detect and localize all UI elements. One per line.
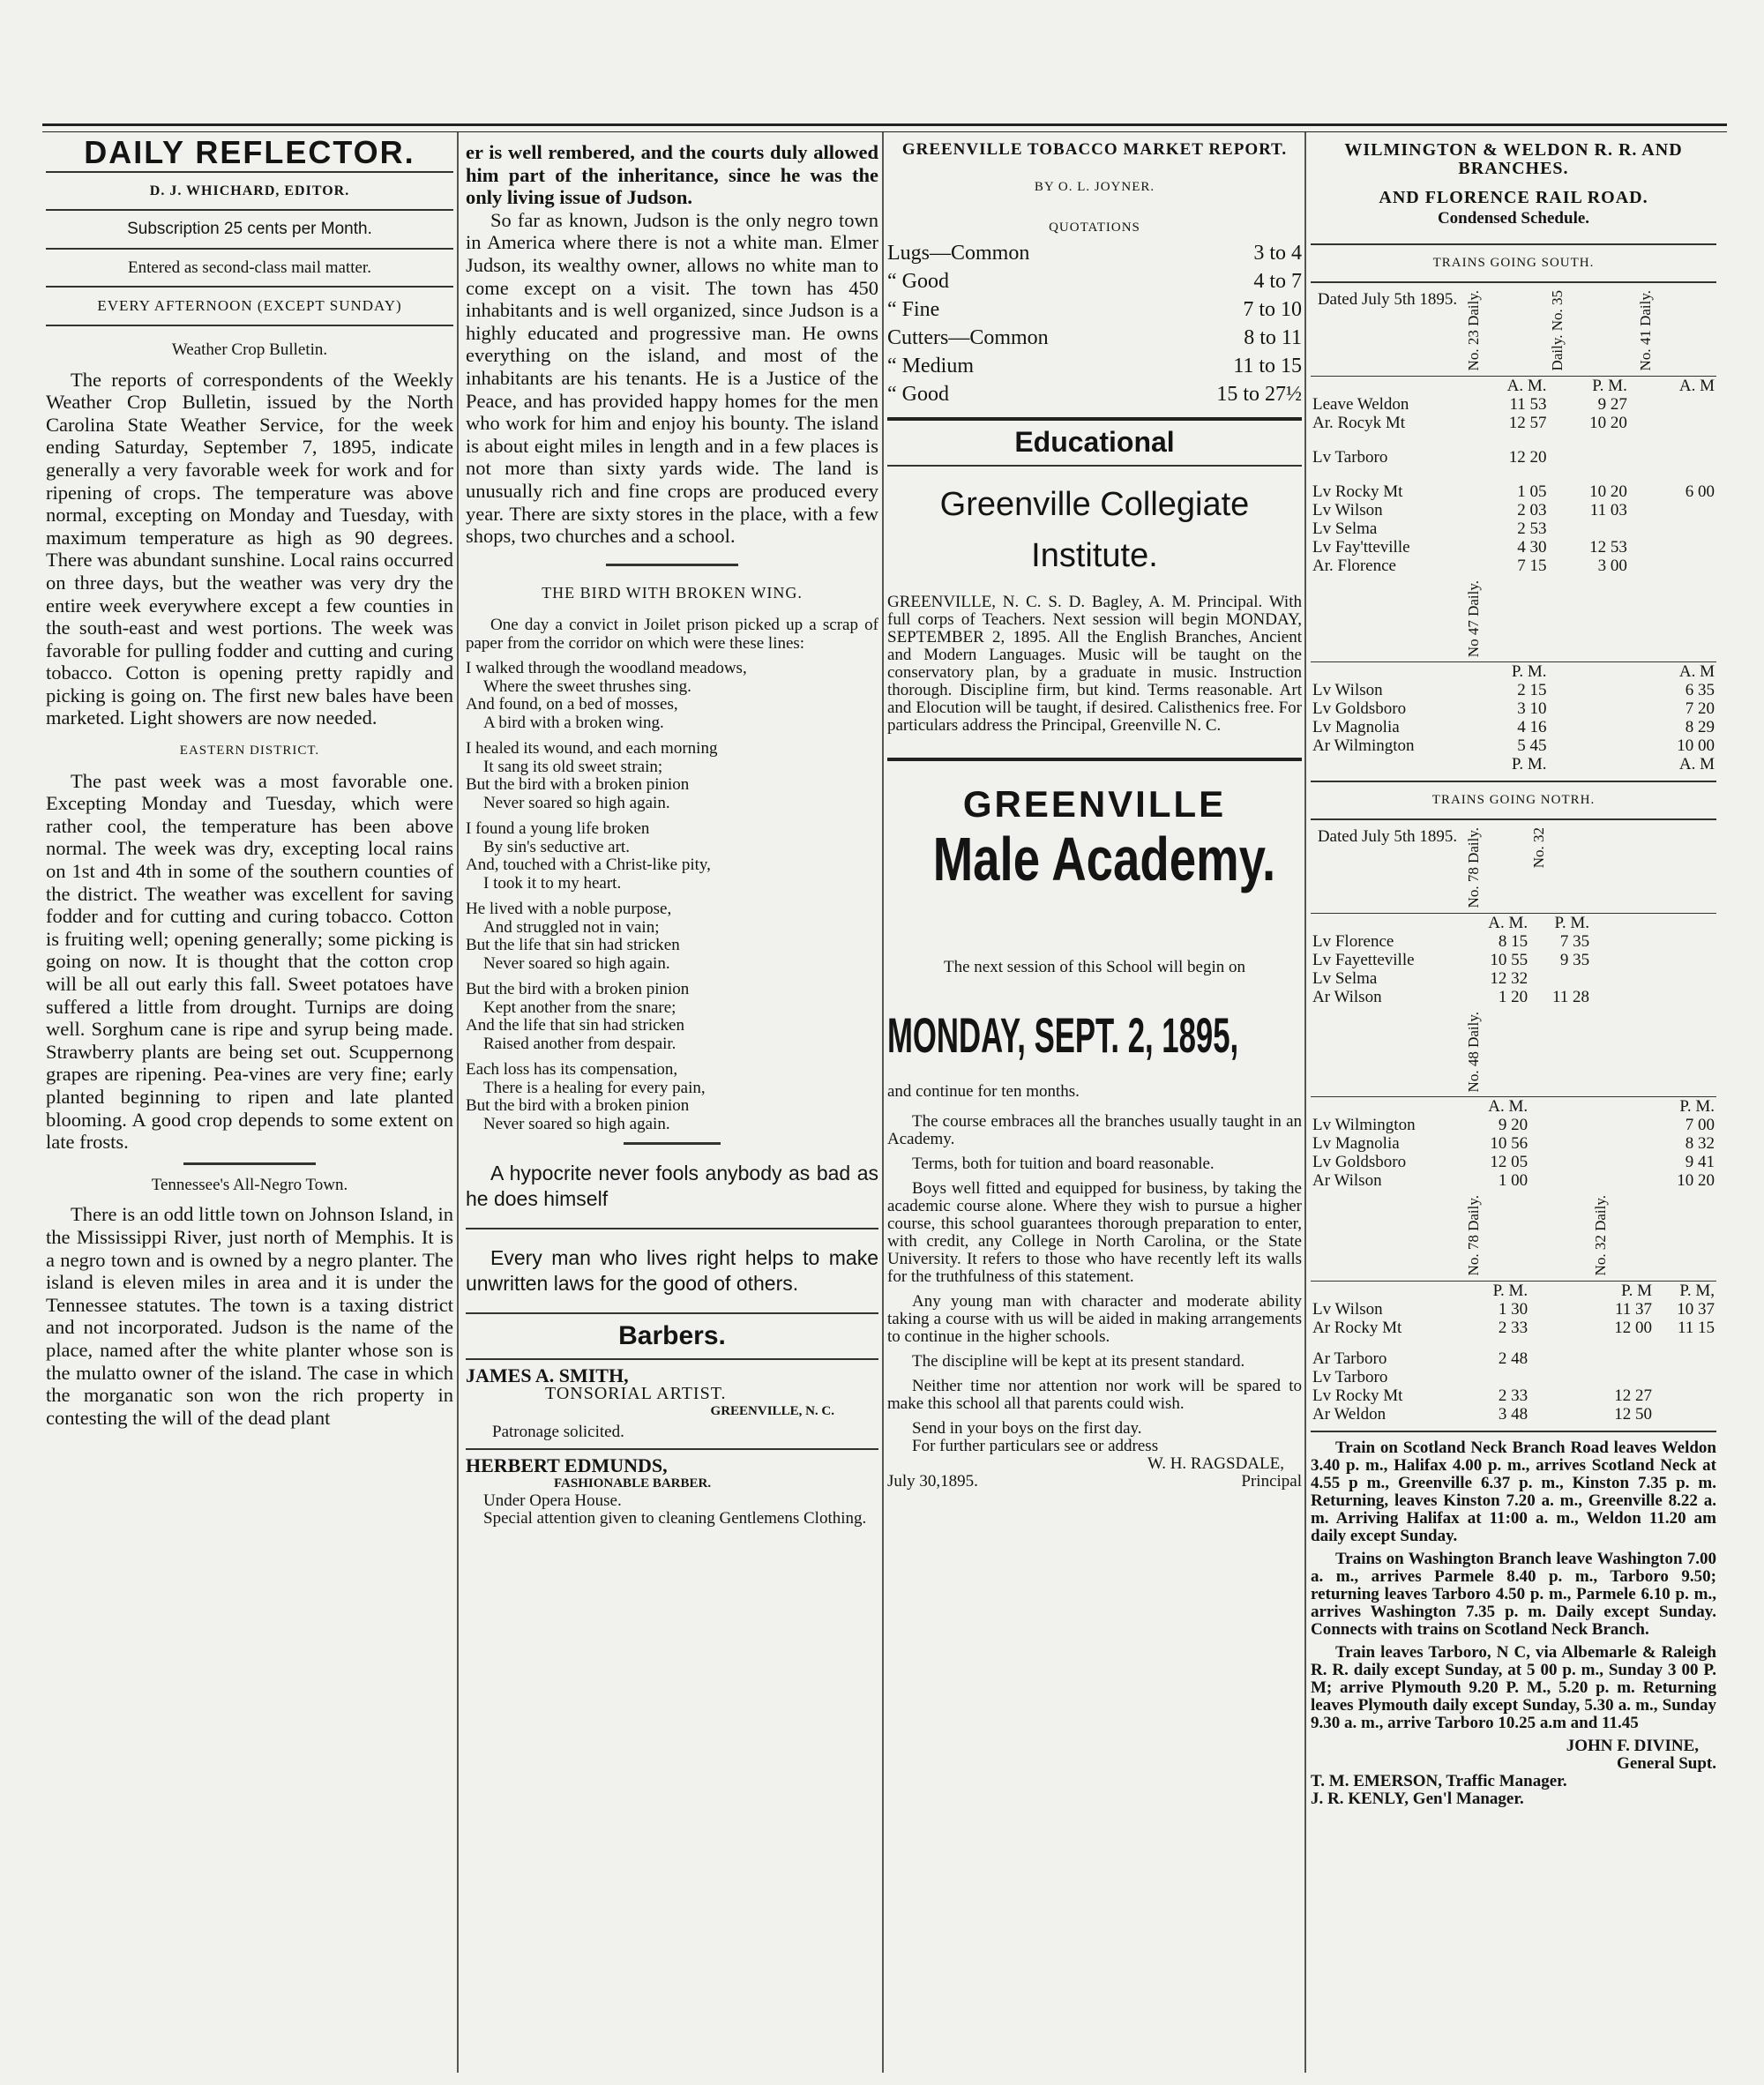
table-row: P. M. A. M [1511,661,1715,681]
weather-body: The reports of correspondents of the Weekly Weather Crop Bulletin, issued by the North Carolina State Weather Service, for the week ending Saturday, September 7, 1895, indicate generally a very favorable week for work and for ripening of crops. The temperature was above normal, excepting on Monday and Tuesday, with maximum temperature as high as 90 degrees. There was abundant sunshine. Local rains occurred on three days, but the weather was very dry the entire week everywhere except a few counties in the south-east and west portions. The week was favorable for pulling fodder and cutting and curing tobacco. Cotton is opening pretty rapidly and picking is going on. The first new bales have been marketed. Light showers are now needed. [46,368,453,729]
table-row: Lv Goldsboro 3 10 7 20 [1312,699,1715,718]
column-3 [887,141,1302,1491]
table-row: A. M. P. M. A. M [1506,376,1715,395]
academy-p3: Boys well fitted and equipped for business, by taking the academic course alone. Where they wish to pursue a higher course, this school guarantees thorough preparation to enter, with credit, any College in North Carolina, or the State University. It refers to those who have recently left its walls for the truthfulness of this statement. [887,1179,1302,1287]
tobacco-heading: GREENVILLE TOBACCO MARKET REPORT. [901,140,1288,159]
table-row: Lv Fay'tteville 4 30 12 53 [1312,537,1627,557]
railroad-sig-1-name: JOHN F. DIVINE, [1566,1736,1699,1755]
academy-word-2: Male Academy. [932,825,1276,894]
table-row: Lv Goldsboro 12 05 9 41 [1312,1153,1715,1172]
column-4 [1311,141,1716,1808]
academy-p2: Terms, both for tuition and board reasonable. [912,1155,1215,1174]
academy-signature: W. H. RAGSDALE, July 30,1895. Principal [887,1454,1302,1491]
academy-p5: The discipline will be kept at its present standard. [912,1352,1245,1371]
quotations-label: QUOTATIONS [1049,220,1140,235]
barber-edmunds: HERBERT EDMUNDS, FASHIONABLE BARBER. Under Opera House. Special attention given to cleaning Gentlemens Clothing. [466,1454,867,1528]
table-row: Lv Florence 8 15 7 35 [1312,931,1590,951]
masthead-editor: D. J. WHICHARD, EDITOR. [149,183,350,198]
table-row: Ar Rocky Mt 2 33 12 00 11 15 [1312,1318,1715,1337]
district-body: The past week was a most favorable one. Excepting Monday and Tuesday, which were rather cool, the temperature has been above normal. The week was dry, excepting local rains on 1st and 4th in some of the southern counties of the district. The weather was excellent for saving fodder and for cutting and curing tobacco. Cotton is fruiting well; opening generally; some picking is going on now. It is thought that the cotton crop will be all out early this fall. Sweet potatoes have suffered a little from drought. Turnips are doing well. Sorghum cane is ripe and syrup being made. Strawberry plants are being set out. Scuppernong grapes are ripening. Pea-vines are very fine; early planted beginning to ripen and late planted blooming. A good crop depends to some extent on late frosts. [46,769,453,1154]
railroad-note-1: Train on Scotland Neck Branch Road leaves Weldon 3.40 p. m., Halifax 4.00 p. m., arrives Scotland Neck at 4.55 p m., Greenville 6.37 p. m., Kinston 7.35 p. m. Returning, leaves Kinston 7.20 a. m., Greenville 8.22 a. m. Arriving Halifax at 11:00 a. m., Weldon 11.20 am daily except Sunday. [1311,1438,1716,1545]
table-row: Lv Magnolia 4 16 8 29 [1312,717,1715,736]
table-row: Ar Wilson 1 20 11 28 [1312,987,1590,1006]
table-row: A. M. P. M. [1488,913,1590,932]
south-heading: TRAINS GOING SOUTH. [1432,255,1595,270]
table-row: Lv Selma 12 32 [1312,968,1529,988]
column-rule [457,132,459,2073]
table-row: Lv Tarboro 12 20 [1312,447,1547,467]
column-rule [882,132,884,2073]
academy-word-1: GREENVILLE [962,782,1227,825]
barber-smith: JAMES A. SMITH, TONSORIAL ARTIST. GREENVILLE, N. C. Patronage solicited. [466,1364,834,1441]
table-row: Ar. Rocyk Mt 12 57 10 20 [1312,413,1627,432]
table-row: “ Fine 7 to 10 [887,298,1302,322]
table-row: Lv Wilson 2 15 6 35 [1312,680,1715,699]
table-row: P. M. A. M [1511,754,1715,773]
barbers-heading: Barbers. [618,1321,726,1351]
table-row: Lv Rocky Mt 2 33 12 27 [1312,1386,1653,1405]
railroad-sig-2: T. M. EMERSON, Traffic Manager. [1311,1771,1567,1790]
table-row: Lv Wilson 1 30 11 37 10 37 [1312,1299,1715,1319]
table-row: Lv Tarboro [1312,1367,1388,1386]
table-row: Ar Wilson 1 00 10 20 [1312,1171,1715,1191]
masthead-entered: Entered as second-class mail matter. [128,258,371,277]
masthead-schedule: EVERY AFTERNOON (EXCEPT SUNDAY) [97,297,402,315]
poem-heading: THE BIRD WITH BROKEN WING. [542,583,803,602]
academy-next-session: The next session of this School will begin on [944,958,1245,977]
educational-heading: Educational [1014,426,1175,459]
north-schedule: Dated July 5th 1895. No. 78 Daily. No. 32 A. M. P. M. Lv Florence 8 15 7 35 Lv Fayetteville 10 55 9 35 Lv Selma 12 32 Ar Wilson 1 20 11 28 No. 48 Daily. A. M. P. M. Lv Wilmington 9 20 7 00 Lv Magnolia 10 56 8 32 Lv Goldsboro 12 05 9 41 Ar Wilson 1 00 10 20 No. 78 Daily. No. 32 Daily. P. M. P. M P. M, Lv Wilson 1 30 11 37 10 37 Ar Rocky Mt 2 33 12 00 11 15 Ar Tarboro 2 48 Lv Tarboro Lv Rocky Mt 2 33 12 27 Ar Weldon 3 48 12 50 [1312,827,1715,1424]
table-row: Lv Wilmington 9 20 7 00 [1312,1116,1715,1135]
academy-p4: Any young man with character and moderate ability taking a course with us will be aided in making arrangements to continue in the higher schools. [887,1292,1302,1347]
institute-name: Greenville Collegiate Institute. [939,485,1250,574]
academy-date: MONDAY, SEPT. 2, 1895, [887,1007,1239,1064]
table-row: P. M. P. M P. M, [1492,1281,1715,1300]
column-rule [1304,132,1306,2073]
table-row: Ar Weldon 3 48 12 50 [1312,1404,1653,1424]
table-row: Ar Tarboro 2 48 [1312,1349,1529,1368]
table-row: Ar Wilmington 5 45 10 00 [1312,736,1715,755]
negro-town-body-3: So far as known, Judson is the only negro town in America where there is not a white man. Elmer Judson, its wealthy owner, allows no white man to come except on a visit. The town has 450 inhabitants and is well organized, since Judson is a highly educated and progressive man. He owns everything on the island, and most of the inhabitants are his tenants. He is a Justice of the Peace, and has provided happy homes for the men who work for him and enjoy his bounty. The island is about eight miles in length and in a few places is not more than sixty yards wide. The land is unusually rich and fine crops are produced every year. There are sixty stores in the place, with a few shops, two churches and a school. [466,208,878,548]
tobacco-quotes [887,239,1302,408]
table-row: “ Good 4 to 7 [887,270,1302,294]
masthead-title: DAILY REFLECTOR. [84,134,415,170]
table-row: Cutters—Common 8 to 11 [887,326,1302,350]
poem-intro: One day a convict in Joilet prison picked up a scrap of paper from the corridor on which were these lines: [466,616,878,653]
table-row: Ar. Florence 7 15 3 00 [1312,556,1627,575]
table-row: Lv Wilson 2 03 11 03 [1312,500,1627,519]
column-1 [46,134,453,1429]
railroad-subtitle: Condensed Schedule. [1437,208,1590,228]
poem-stanzas: I walked through the woodland meadows, Where the sweet thrushes sing. And found, on a bed of mosses, A bird with a broken wing. I healed its wound, and each morning It sang its old sweet strain; But the bird with a broken pinion Never soared so high again. I found a young life broken By sin's seductive art. And, touched with a Christ-like pity, I took it to my heart. He lived with a noble purpose, And struggled not in vain; But the life that sin had stricken Never soared so high again. But the bird with a broken pinion Kept another from the snare; And the life that sin had stricken Raised another from despair. Each loss has its compensation, There is a healing for every pain, But the bird with a broken pinion Never soared so high again. [466,659,747,1133]
table-row: Lugs—Common 3 to 4 [887,242,1302,265]
academy-p1: The course embraces all the branches usually taught in an Academy. [887,1112,1302,1149]
railroad-sig-3: J. R. KENLY, Gen'l Manager. [1311,1789,1524,1808]
table-row: “ Good 15 to 27½ [887,383,1302,407]
railroad-note-2: Trains on Washington Branch leave Washington 7.00 a. m., arrives Parmele 8.40 p. m., Tarboro 9.50; returning leaves Tarboro 4.50 p. m., Parmele 6.10 p. m., arrives Washington 7.35 p. m. Daily except Sunday. Connects with trains on Scotland Neck Branch. [1311,1549,1716,1639]
railroad-title-2: AND FLORENCE RAIL ROAD. [1379,188,1648,207]
negro-town-heading: Tennessee's All-Negro Town. [151,1175,348,1194]
south-schedule: Dated July 5th 1895. No. 23 Daily. Daily. No. 35 No. 41 Daily. A. M. P. M. A. M Leave Weldon 11 53 9 27 Ar. Rocyk Mt 12 57 10 20 Lv Tarboro 12 20 Lv Rocky Mt 1 05 10 20 6 00 Lv Wilson 2 03 11 03 Lv Selma 2 53 Lv Fay'tteville 4 30 12 53 Ar. Florence 7 15 3 00 No 47 Daily. P. M. A. M Lv Wilson 2 15 6 35 Lv Goldsboro 3 10 7 20 Lv Magnolia 4 16 8 29 Ar Wilmington 5 45 10 00 P. M. A. M [1312,290,1715,773]
institute-body: GREENVILLE, N. C. S. D. Bagley, A. M. Principal. With full corps of Teachers. Next session will begin MONDAY, SEPTEMBER 2, 1895. All the English Branches, Ancient and Modern Languages. Music will be taught on the conservatory plan, by a graduate in music. Instruction thorough. Discipline firm, but kind. Terms reasonable. Art and Elocution will be taught, if desired. Calisthenics free. For particulars address the Principal, Greenville N. C. [887,592,1302,735]
negro-town-body-2: er is well rembered, and the courts duly allowed him part of the inheritance, since he was the only living issue of Judson. [466,141,878,209]
masthead-subscription: Subscription 25 cents per Month. [127,220,372,239]
negro-town-body-1: There is an odd little town on Johnson Island, in the Mississippi River, just north of Memphis. It is a negro town and is owned by a negro planter. The island is eleven miles in area and it is under the Tennessee statutes. The town is a taxing district and not incorporated. Judson is the name of the place, named after the white planter whose son is the mulatto owner of the island. The case in which the morganatic son won the rich property in contesting the will of the dead plant [46,1203,453,1429]
table-row: Lv Selma 2 53 [1312,519,1547,538]
saying-hypocrite: A hypocrite never fools anybody as bad as he does himself [466,1162,878,1211]
railroad-title-1: WILMINGTON & WELDON R. R. AND BRANCHES. [1344,140,1683,178]
table-row: Leave Weldon 11 53 9 27 [1312,394,1627,414]
railroad-note-3: Train leaves Tarboro, N C, via Albemarle & Raleigh R. R. daily except Sunday, at 5 00 p. m., Sunday 3 00 P. M; arrive Plymouth 9.20 P. M., 5.20 p. m. Returning leaves Plymouth daily except Sunday, 5.30 a. m., Sunday 9.30 a. m., arrive Tarboro 10.25 a.m and 11.45 [1311,1642,1716,1732]
district-heading: EASTERN DISTRICT. [179,744,320,759]
academy-p6: Neither time nor attention nor work will be spared to make this school all that parents could wish. [887,1377,1302,1414]
academy-continue: and continue for ten months. [887,1082,1080,1102]
saying-every-man: Every man who lives right helps to make unwritten laws for the good of others. [466,1246,878,1296]
table-row: Lv Rocky Mt 1 05 10 20 6 00 [1312,482,1715,501]
table-row: Lv Fayetteville 10 55 9 35 [1312,950,1590,969]
tobacco-byline: BY O. L. JOYNER. [1034,180,1155,194]
weather-heading: Weather Crop Bulletin. [171,340,328,359]
railroad-sig-1-title: General Supt. [1617,1753,1716,1773]
top-rule [42,123,1727,132]
academy-p8: For further particulars see or address [912,1437,1159,1456]
academy-p7: Send in your boys on the first day. [912,1419,1142,1439]
table-row: “ Medium 11 to 15 [887,355,1302,378]
table-row: A. M. P. M. [1488,1097,1715,1117]
table-row: Lv Magnolia 10 56 8 32 [1312,1134,1715,1154]
north-heading: TRAINS GOING NOTRH. [1431,792,1596,807]
column-2 [466,141,878,1528]
